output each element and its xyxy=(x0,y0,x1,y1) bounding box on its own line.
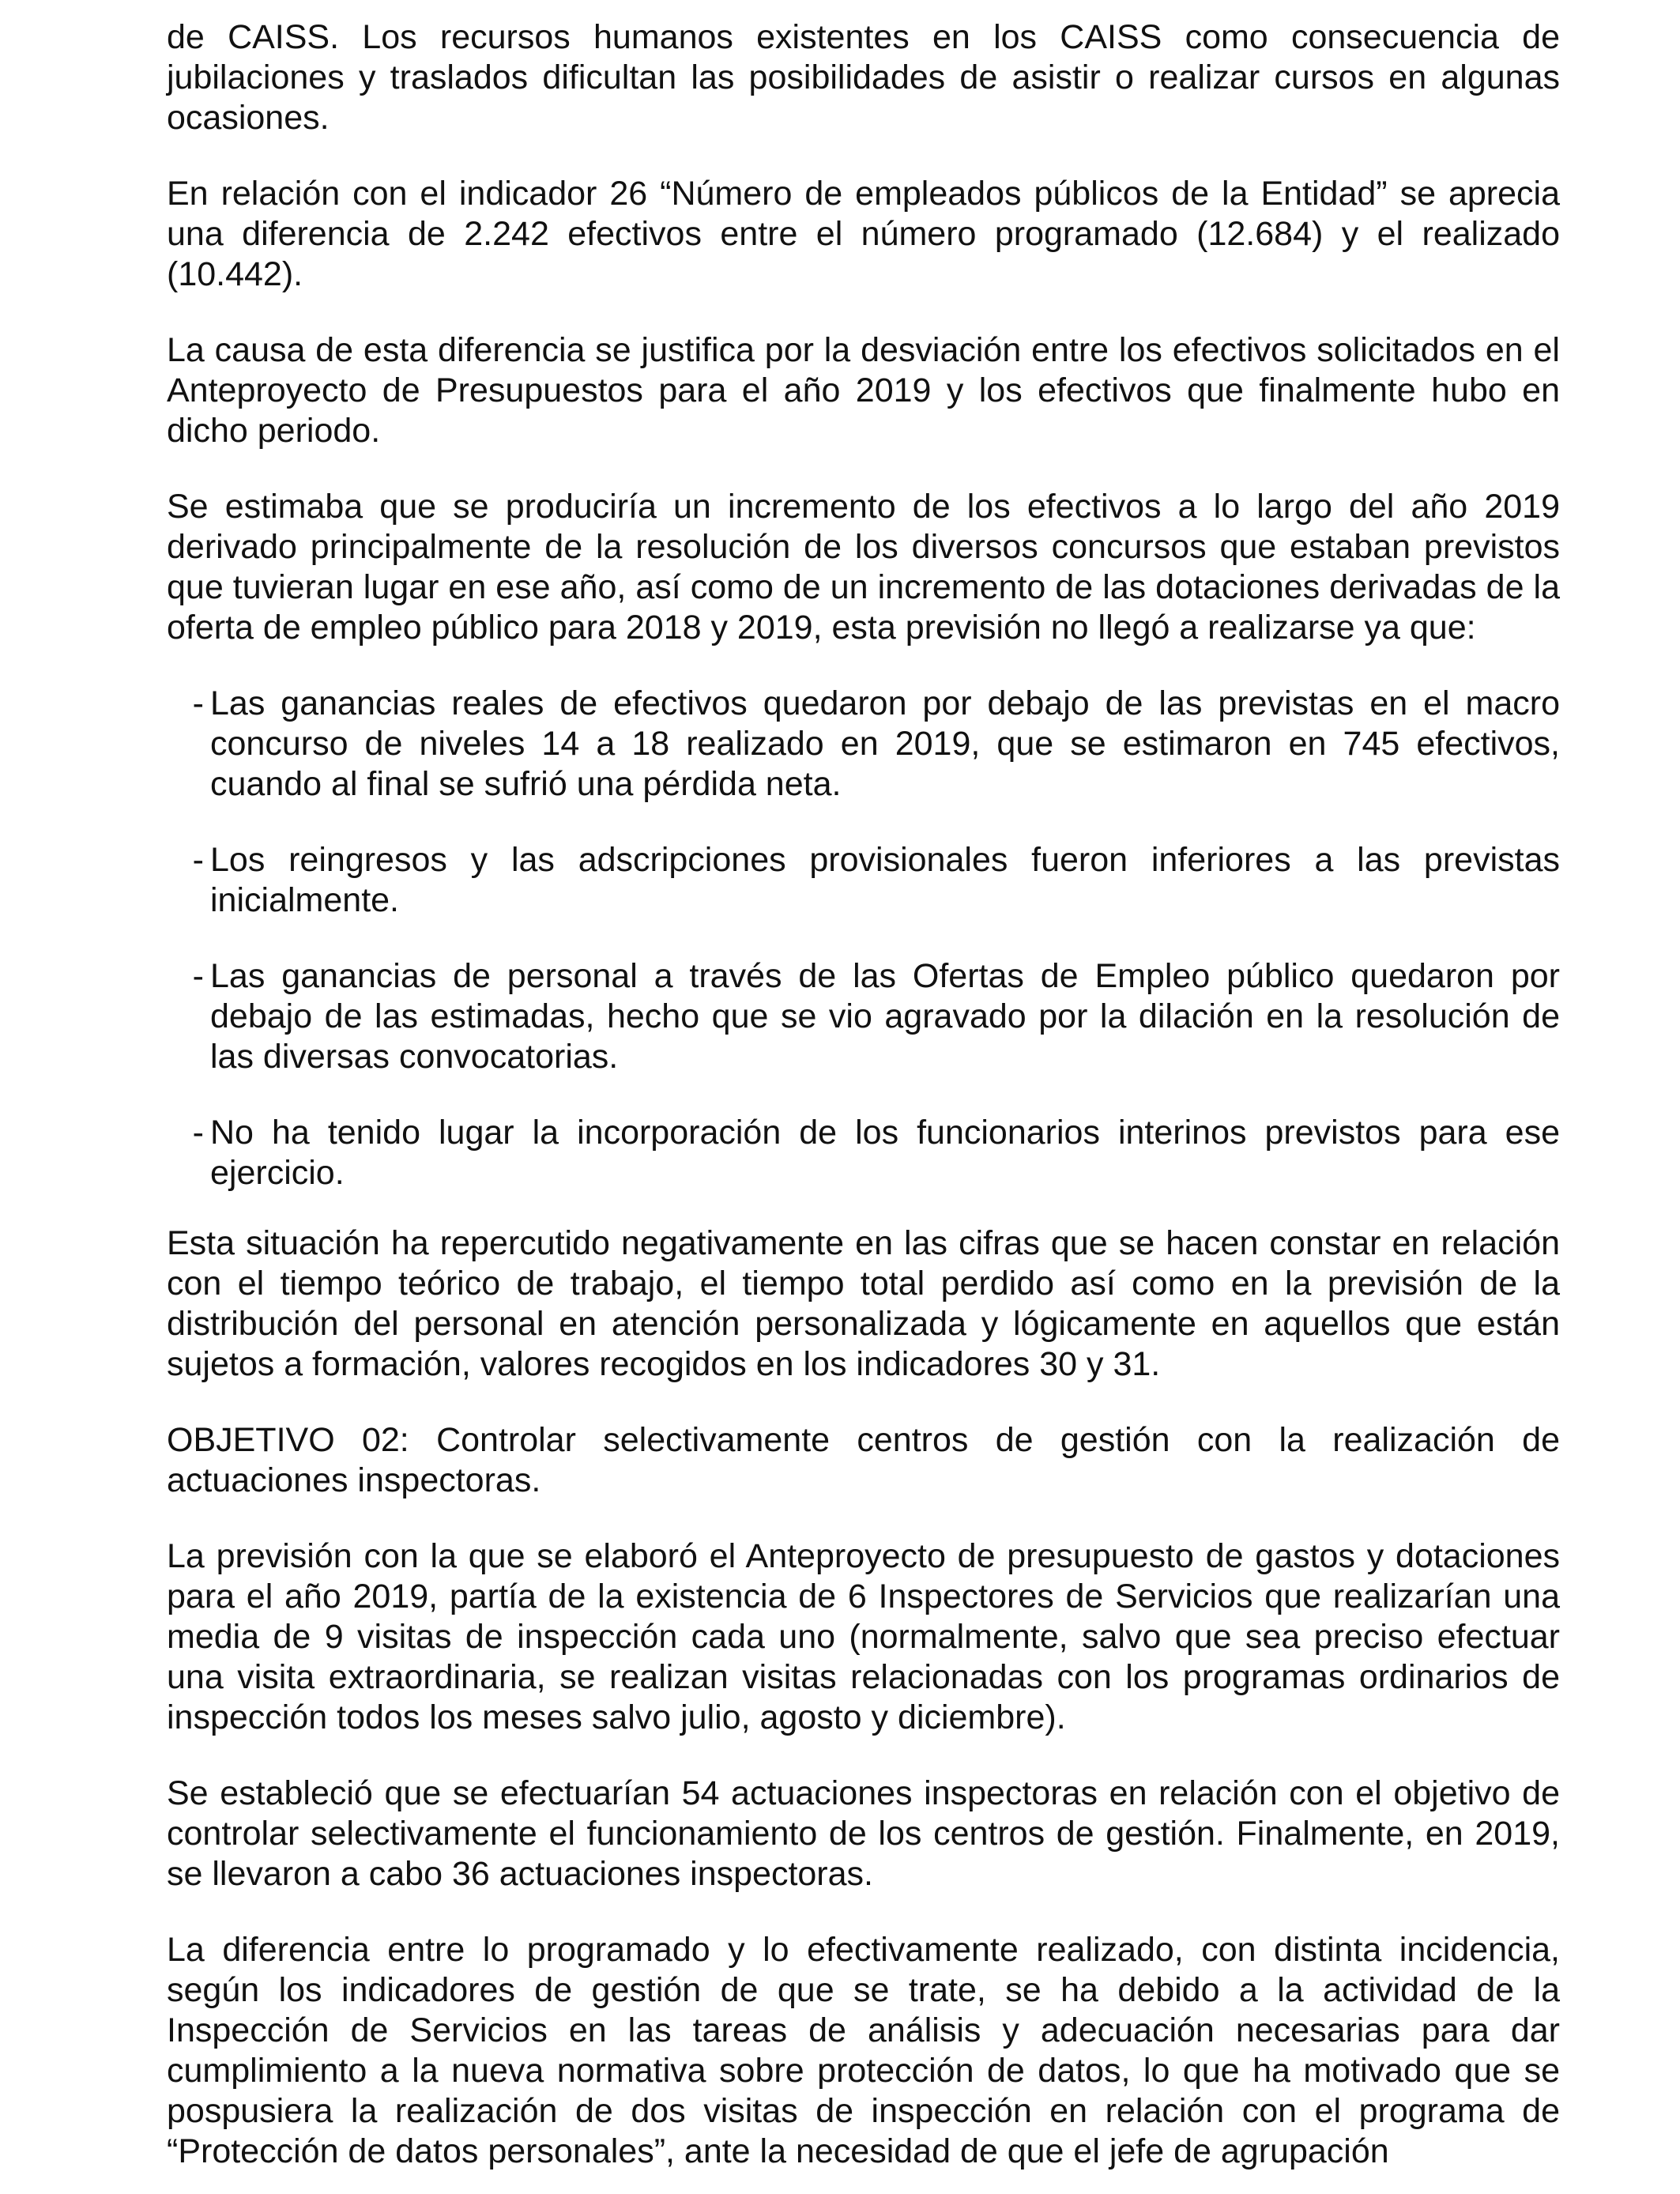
paragraph-situacion-repercutido: Esta situación ha repercutido negativamente en las cifras que se hacen constar en relación con el tiempo teórico de trabajo, el tiempo total perdido así como en la previsión de la distribución del personal en atención personalizada y lógicamente en aquellos que están sujetos a formación, valores recogidos en los indicadores 30 y 31. xyxy=(167,1224,1560,1383)
paragraph-prevision-anteproyecto: La previsión con la que se elaboró el Anteproyecto de presupuesto de gastos y dotaciones para el año 2019, partía de la existencia de 6 Inspectores de Servicios que realizarían una media de 9 visitas de inspección cada uno (normalmente, salvo que sea preciso efectuar una visita extraordinaria, se realizan visitas relacionadas con los programas ordinarios de inspección todos los meses salvo julio, agosto y diciembre). xyxy=(167,1537,1560,1736)
bullet-item-funcionarios-interinos xyxy=(167,1113,1560,1193)
bullet-text: No ha tenido lugar la incorporación de los funcionarios interinos previstos para ese ejercicio. xyxy=(210,1114,1560,1192)
document-page xyxy=(167,17,1560,2172)
paragraph-diferencia-programado: La diferencia entre lo programado y lo efectivamente realizado, con distinta incidencia, según los indicadores de gestión de que se trate, se ha debido a la actividad de la Inspección de Servicios en las tareas de análisis y adecuación necesarias para dar cumplimiento a la nueva normativa sobre protección de datos, lo que ha motivado que se pospusiera la realización de dos visitas de inspección en relación con el programa de “Protección de datos personales”, ante la necesidad de que el jefe de agrupación xyxy=(167,1931,1560,2170)
bullet-dash: - xyxy=(192,684,204,722)
bullet-dash: - xyxy=(192,957,204,995)
bullet-item-ganancias-reales xyxy=(167,684,1560,805)
paragraph-actuaciones-inspectoras: Se estableció que se efectuarían 54 actuaciones inspectoras en relación con el objetivo de controlar selectivamente el funcionamiento de los centros de gestión. Finalmente, en 2019, se llevaron a cabo 36 actuaciones inspectoras. xyxy=(167,1774,1560,1893)
bullet-text: Las ganancias de personal a través de las Ofertas de Empleo público quedaron por debajo de las estimadas, hecho que se vio agravado por la dilación en la resolución de las diversas convocatorias. xyxy=(210,957,1560,1076)
bullet-item-reingresos xyxy=(167,840,1560,921)
bullet-item-ofertas-empleo xyxy=(167,956,1560,1077)
bullet-dash: - xyxy=(192,1114,204,1152)
bullet-text: Los reingresos y las adscripciones provisionales fueron inferiores a las previstas inicialmente. xyxy=(210,841,1560,919)
bullet-text: Las ganancias reales de efectivos quedaron por debajo de las previstas en el macro concurso de niveles 14 a 18 realizado en 2019, que se estimaron en 745 efectivos, cuando al final se sufrió una pérdida neta. xyxy=(210,684,1560,803)
paragraph-objetivo-02: OBJETIVO 02: Controlar selectivamente centros de gestión con la realización de actuaciones inspectoras. xyxy=(167,1421,1560,1499)
bullet-dash: - xyxy=(192,841,204,879)
paragraph-caiss-recursos: de CAISS. Los recursos humanos existentes en los CAISS como consecuencia de jubilaciones y traslados dificultan las posibilidades de asistir o realizar cursos en algunas ocasiones. xyxy=(167,18,1560,137)
paragraph-estimacion-efectivos: Se estimaba que se produciría un incremento de los efectivos a lo largo del año 2019 derivado principalmente de la resolución de los diversos concursos que estaban previstos que tuvieran lugar en ese año, así como de un incremento de las dotaciones derivadas de la oferta de empleo público para 2018 y 2019, esta previsión no llegó a realizarse ya que: xyxy=(167,488,1560,647)
paragraph-causa-diferencia: La causa de esta diferencia se justifica por la desviación entre los efectivos solicitados en el Anteproyecto de Presupuestos para el año 2019 y los efectivos que finalmente hubo en dicho periodo. xyxy=(167,331,1560,450)
paragraph-indicador-26: En relación con el indicador 26 “Número de empleados públicos de la Entidad” se aprecia una diferencia de 2.242 efectivos entre el número programado (12.684) y el realizado (10.442). xyxy=(167,175,1560,293)
